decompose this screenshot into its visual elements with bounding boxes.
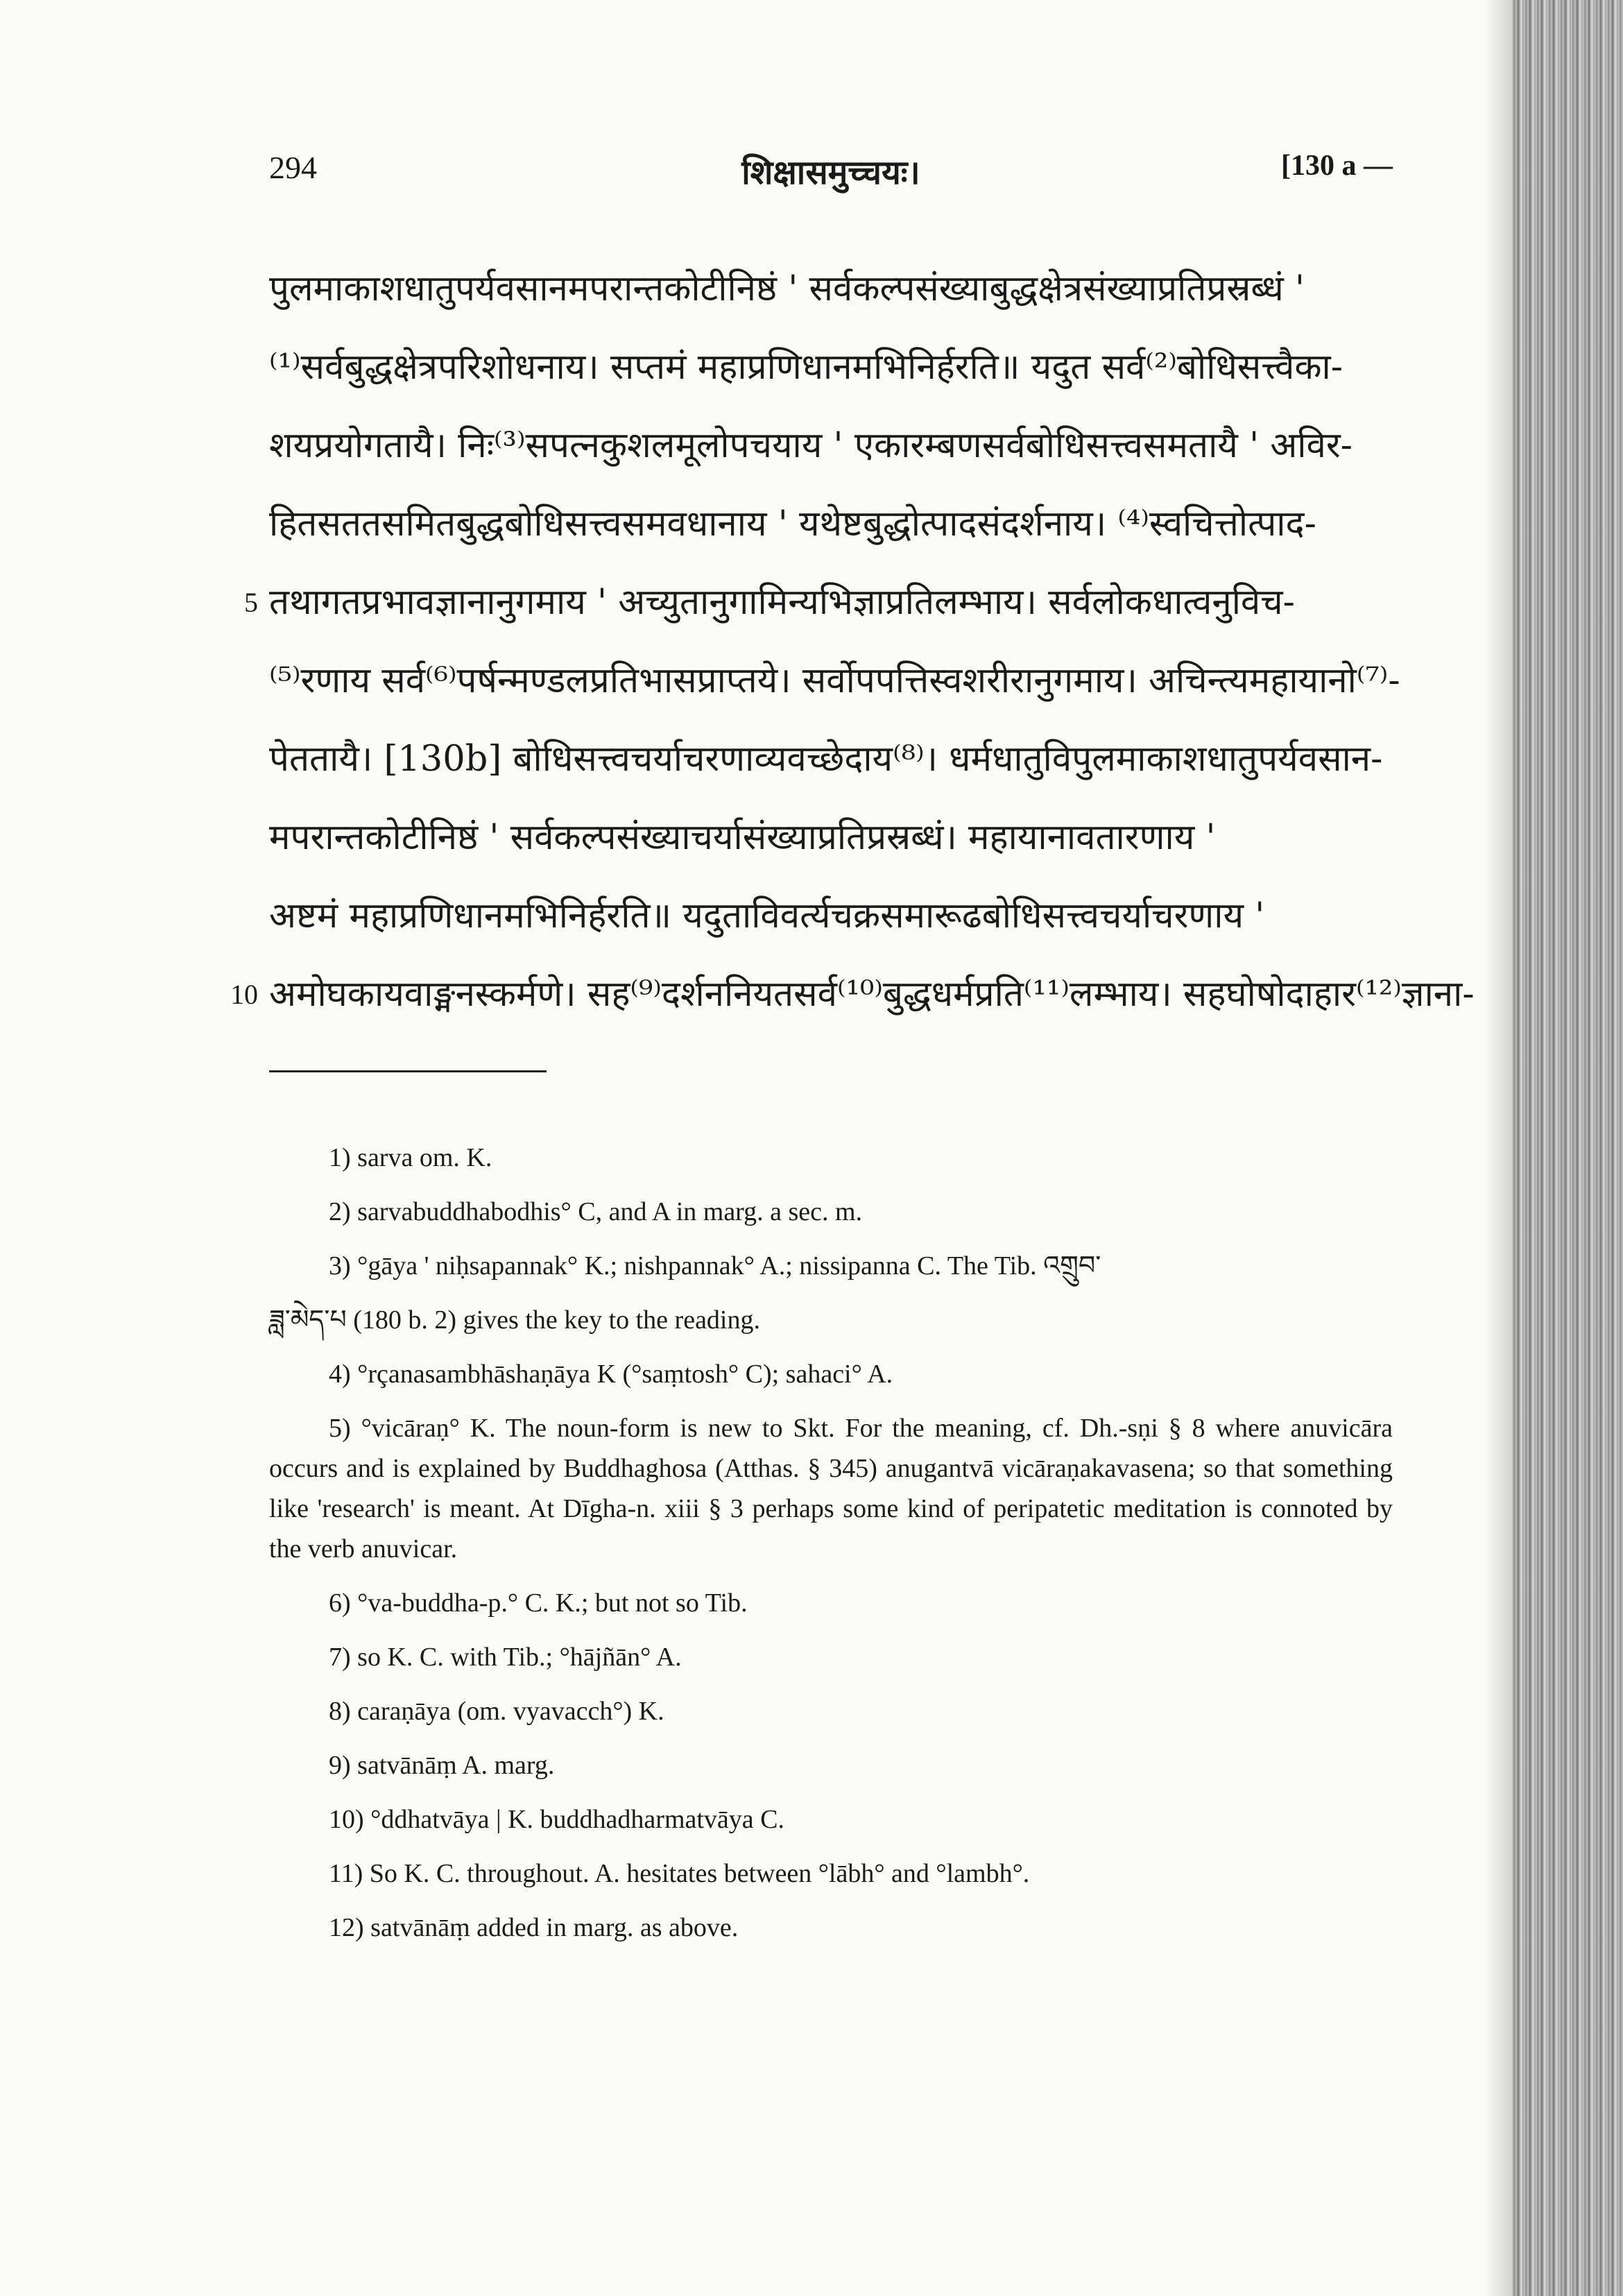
footnote [269,1745,1393,1785]
footnote-text: satvānāṃ added in marg. as above. [370,1913,739,1942]
page-edge-fade [1484,0,1512,2296]
footnotes [269,1138,1393,1962]
text-line [244,563,1414,642]
footnote-text: °ddhatvāya | K. buddhadharmatvāya C. [370,1805,785,1834]
footnote-key: 11) [329,1859,363,1888]
line-text: ⁽¹⁾सर्वबुद्धक्षेत्रपरिशोधनाय। सप्तमं महाप्रणिधानमभिनिर्हरति॥ यदुत सर्व⁽²⁾बोधिसत्त्वैका- [269,347,1343,388]
footnote-text: so K. C. with Tib.; °hājñān° A. [357,1643,682,1672]
footnote-key: 4) [329,1360,351,1389]
text-line [269,642,1414,720]
sanskrit-text-block [230,250,1475,1034]
running-title: शिक्षासमुच्चयः। [741,155,920,191]
footnote [269,1637,1393,1677]
footnote-text: °rçanasambhāshaṇāya K (°saṃtosh° C); sahaci° A. [357,1360,893,1389]
footnote-key: 12) [329,1913,364,1942]
folio-reference: [130 a — [1281,150,1393,182]
line-text: शयप्रयोगतायै। निः⁽³⁾सपत्नकुशलमूलोपचयाय ' एकारम्बणसर्वबोधिसत्त्वसमतायै ' अविर- [269,425,1352,466]
footnote [269,1799,1393,1840]
footnote-key: 8) [329,1697,351,1726]
footnote [269,1408,1393,1569]
footnote-text: So K. C. throughout. A. hesitates between °lābh° and °lambh°. [369,1859,1030,1888]
footnote [269,1853,1393,1894]
text-line [269,798,1414,877]
line-text: अष्टमं महाप्रणिधानमभिनिर्हरति॥ यदुताविवर्त्यचक्रसमारूढबोधिसत्त्वचर्याचरणाय ' [269,896,1265,936]
footnote-key: 6) [329,1588,351,1618]
footnote [269,1583,1393,1623]
line-text: पेततायै। [130b] बोधिसत्त्वचर्याचरणाव्यवच्छेदाय⁽⁸⁾। धर्मधातुविपुलमाकाशधातुपर्यवसान- [269,739,1383,780]
footnote [269,1691,1393,1731]
line-number: 5 [244,587,258,618]
footnote [269,1246,1393,1286]
footnote-key: 3) [329,1251,351,1280]
footnote-text: °va-buddha-p.° C. K.; but not so Tib. [357,1588,748,1618]
line-text: ⁽⁵⁾रणाय सर्व⁽⁶⁾पर्षन्मण्डलप्रतिभासप्राप्तये। सर्वोपपत्तिस्वशरीरानुगमाय। अचिन्त्यमहायानो⁽⁷⁾- [269,660,1400,701]
page-number: 294 [269,150,317,185]
footnote [269,1192,1393,1232]
footnote [269,1354,1393,1394]
text-line [269,328,1414,406]
footnote-key: 2) [329,1197,351,1226]
text-line [269,485,1414,563]
footnote-text: °vicāraṇ° K. The noun-form is new to Skt. For the meaning, cf. Dh.-sṇi § 8 where anuvicāra occurs and is explained by Buddhaghosa (Atthas. § 345) anugantvā vicāraṇakavasena; so that something like 'research' is meant. At Dīgha-n. xiii § 3 perhaps some kind of peripatetic meditation is connoted by the verb anuvicar. [269,1414,1393,1563]
footnote-text: °gāya ' niḥsapannak° K.; nishpannak° A.; nissipanna C. The Tib. འགྲུབ་ [357,1251,1101,1280]
text-line [230,955,1475,1034]
footnote-key: 5) [329,1414,351,1443]
footnote-continuation [269,1300,1393,1340]
footnote-text: ཟླ་མེད་པ (180 b. 2) gives the key to the reading. [269,1305,760,1335]
footnote-key: 7) [329,1643,351,1672]
line-text: अमोघकायवाङ्मनस्कर्मणे। सह⁽⁹⁾दर्शननियतसर्व⁽¹⁰⁾बुद्धधर्मप्रति⁽¹¹⁾लम्भाय। सहघोषोदाहार⁽¹²⁾ज्ञाना- [269,974,1475,1015]
text-line [269,406,1414,485]
footnote-text: sarvabuddhabodhis° C, and A in marg. a sec. m. [357,1197,863,1226]
page-binding-edge [1512,0,1623,2296]
line-text: मपरान्तकोटीनिष्ठं ' सर्वकल्पसंख्याचर्यासंख्याप्रतिप्रस्रब्धं। महायानावतारणाय ' [269,817,1216,858]
line-text: हितसततसमितबुद्धबोधिसत्त्वसमवधानाय ' यथेष्टबुद्धोत्पादसंदर्शनाय। ⁽⁴⁾स्वचित्तोत्पाद- [269,504,1316,545]
footnote [269,1908,1393,1948]
line-number: 10 [230,979,258,1010]
text-line [269,877,1414,955]
footnote-text: caraṇāya (om. vyavacch°) K. [357,1697,664,1726]
footnote [269,1138,1393,1178]
footnote-text: sarva om. K. [357,1143,492,1172]
line-text: पुलमाकाशधातुपर्यवसानमपरान्तकोटीनिष्ठं ' सर्वकल्पसंख्याबुद्धक्षेत्रसंख्याप्रतिप्रस्रब्धं ' [269,268,1305,309]
footnote-key: 10) [329,1805,364,1834]
page-header [269,149,1393,205]
text-line [269,720,1414,798]
footnote-key: 9) [329,1751,351,1780]
footnote-divider [269,1070,547,1072]
footnote-text: satvānāṃ A. marg. [357,1751,555,1780]
footnote-key: 1) [329,1143,351,1172]
text-line [269,250,1414,328]
line-text: तथागतप्रभावज्ञानानुगमाय ' अच्युतानुगामिन्यभिज्ञाप्रतिलम्भाय। सर्वलोकधात्वनुविच- [269,582,1295,623]
